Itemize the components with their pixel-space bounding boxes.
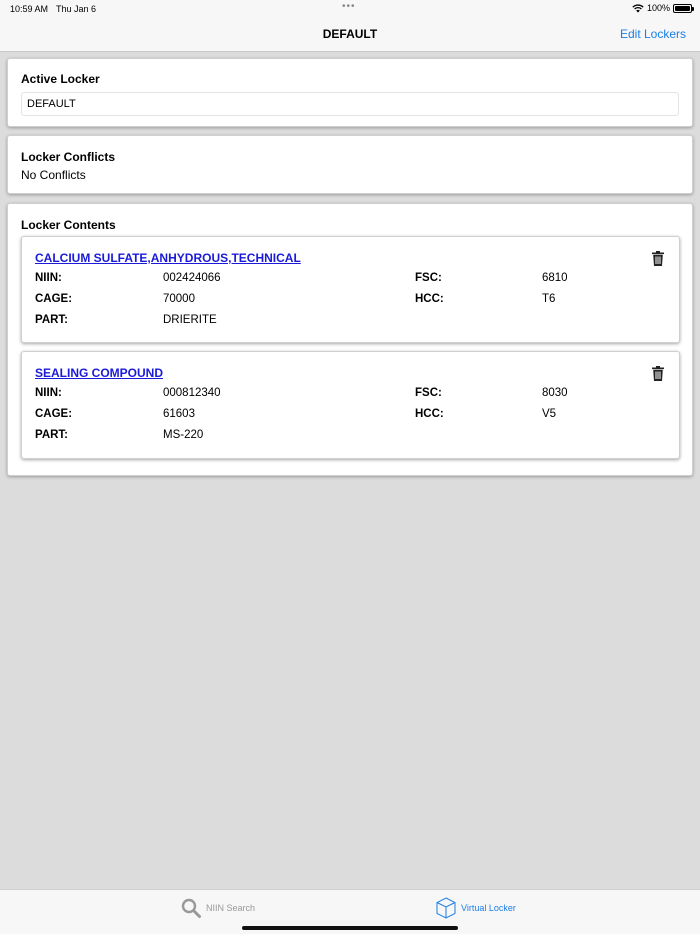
tab-niin-search-label: NIIN Search [206, 903, 256, 913]
cage-value: 70000 [163, 293, 195, 305]
active-locker-title: Active Locker [21, 72, 100, 86]
trash-icon[interactable] [652, 366, 664, 381]
status-date: Thu Jan 6 [56, 4, 97, 14]
niin-label: NIIN: [35, 272, 62, 284]
hcc-label: HCC: [415, 293, 444, 305]
home-indicator[interactable] [242, 926, 458, 930]
part-value: MS-220 [163, 429, 204, 441]
cage-value: 61603 [163, 408, 195, 420]
hcc-value: V5 [542, 408, 557, 420]
status-time: 10:59 AM [10, 4, 49, 14]
page-title: DEFAULT [322, 27, 378, 41]
locker-contents-card [7, 203, 693, 476]
item-name-link[interactable]: CALCIUM SULFATE,ANHYDROUS,TECHNICAL [35, 251, 301, 265]
part-value: DRIERITE [163, 314, 217, 326]
niin-value: 002424066 [163, 272, 221, 284]
battery-percent: 100% [646, 3, 670, 13]
battery-icon [673, 4, 692, 13]
cage-label: CAGE: [35, 293, 73, 305]
status-bar [0, 0, 700, 18]
part-label: PART: [35, 429, 69, 441]
wifi-icon [632, 4, 644, 13]
trash-icon[interactable] [652, 251, 664, 266]
edit-lockers-button[interactable]: Edit Lockers [619, 27, 686, 41]
status-indicators [632, 3, 692, 13]
active-locker-field[interactable]: DEFAULT [21, 92, 679, 116]
fsc-value: 6810 [542, 272, 568, 284]
locker-contents-title: Locker Contents [21, 218, 116, 232]
hcc-label: HCC: [415, 408, 444, 420]
part-label: PART: [35, 314, 69, 326]
locker-conflicts-card [7, 135, 693, 194]
fsc-label: FSC: [415, 272, 442, 284]
locker-conflicts-text: No Conflicts [21, 168, 86, 182]
tab-virtual-locker-label: Virtual Locker [461, 903, 516, 913]
multitasking-dots-icon[interactable]: ••• [342, 1, 356, 12]
item-name-link[interactable]: SEALING COMPOUND [35, 366, 164, 380]
navigation-bar [0, 18, 700, 52]
tab-virtual-locker[interactable] [436, 896, 516, 920]
active-locker-card [7, 58, 693, 127]
tab-bar [0, 889, 700, 934]
fsc-label: FSC: [415, 387, 442, 399]
locker-item-card [21, 351, 680, 459]
locker-item-card [21, 236, 680, 343]
cube-icon [436, 897, 456, 919]
niin-value: 000812340 [163, 387, 221, 399]
tab-niin-search[interactable] [181, 896, 255, 920]
hcc-value: T6 [542, 293, 556, 305]
fsc-value: 8030 [542, 387, 568, 399]
cage-label: CAGE: [35, 408, 73, 420]
search-icon [181, 898, 201, 918]
niin-label: NIIN: [35, 387, 62, 399]
locker-conflicts-title: Locker Conflicts [21, 150, 116, 164]
